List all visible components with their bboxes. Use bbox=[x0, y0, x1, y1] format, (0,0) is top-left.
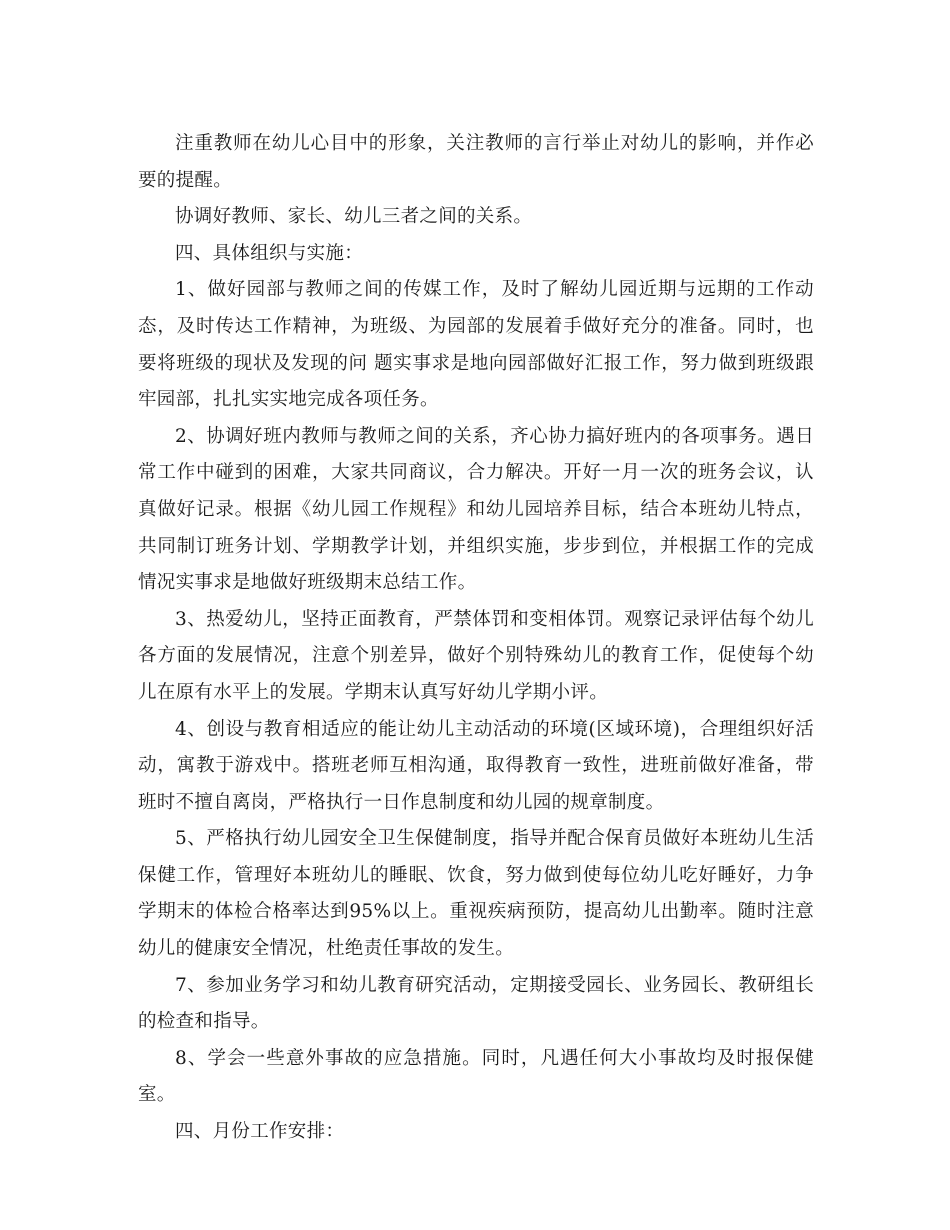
section-heading-monthly-plan: 四、月份工作安排： bbox=[175, 1121, 345, 1143]
paragraph-item-1: 1、做好园部与教师之间的传媒工作，及时了解幼儿园近期与远期的工作动态，及时传达工作精神，为班级、为园部的发展着手做好充分的准备。同时，也要将班级的现状及发现的问 题实事求是地向园部做好汇报工作，努力做到班级跟牢园部，扎扎实实地完成各项任务。 bbox=[138, 279, 814, 411]
paragraph-item-5: 5、严格执行幼儿园安全卫生保健制度，指导并配合保育员做好本班幼儿生活保健工作，管理好本班幼儿的睡眠、饮食，努力做到使每位幼儿吃好睡好，力争学期末的体检合格率达到95%以上。重视疾病预防，提高幼儿出勤率。随时注意幼儿的健康安全情况，杜绝责任事故的发生。 bbox=[138, 828, 814, 960]
paragraph-teacher-image: 注重教师在幼儿心目中的形象，关注教师的言行举止对幼儿的影响，并作必要的提醒。 bbox=[138, 133, 814, 191]
section-heading-implementation: 四、具体组织与实施： bbox=[175, 242, 364, 264]
paragraph-item-4: 4、创设与教育相适应的能让幼儿主动活动的环境(区域环境)，合理组织好活动，寓教于游戏中。搭班老师互相沟通，取得教育一致性，进班前做好准备，带班时不擅自离岗，严格执行一日作息制度和幼儿园的规章制度。 bbox=[138, 718, 814, 813]
paragraph-item-3: 3、热爱幼儿，坚持正面教育，严禁体罚和变相体罚。观察记录评估每个幼儿各方面的发展情况，注意个别差异，做好个别特殊幼儿的教育工作，促使每个幼儿在原有水平上的发展。学期末认真写好幼儿学期小评。 bbox=[138, 608, 814, 703]
document-body bbox=[138, 126, 814, 1151]
paragraph-item-8: 8、学会一些意外事故的应急措施。同时，凡遇任何大小事故均及时报保健室。 bbox=[138, 1047, 814, 1106]
paragraph-coordinate-relations: 协调好教师、家长、幼儿三者之间的关系。 bbox=[175, 206, 533, 228]
paragraph-item-2: 2、协调好班内教师与教师之间的关系，齐心协力搞好班内的各项事务。遇日常工作中碰到的困难，大家共同商议，合力解决。开好一月一次的班务会议，认真做好记录。根据《幼儿园工作规程》和幼儿园培养目标，结合本班幼儿特点，共同制订班务计划、学期教学计划，并组织实施，步步到位，并根据工作的完成情况实事求是地做好班级期末总结工作。 bbox=[138, 425, 814, 594]
paragraph-item-7: 7、参加业务学习和幼儿教育研究活动，定期接受园长、业务园长、教研组长的检查和指导。 bbox=[138, 974, 814, 1033]
